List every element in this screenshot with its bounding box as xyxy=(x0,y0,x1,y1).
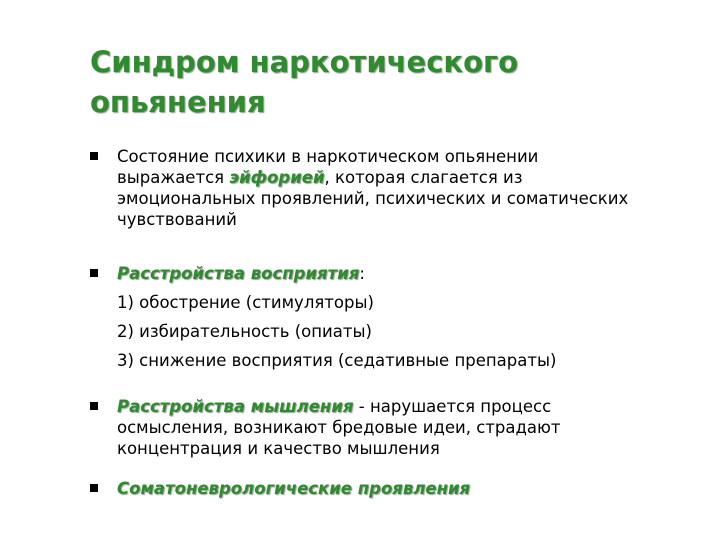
bullet-content-1 xyxy=(117,146,670,230)
title-line-1: Синдром наркотического xyxy=(90,45,519,79)
title-line-2: опьянения xyxy=(90,85,266,119)
bullet-2-heading xyxy=(117,259,670,288)
square-bullet-icon xyxy=(90,269,98,277)
bullet-3-line-2: концентрация и качество мышления xyxy=(117,439,440,458)
bullet-content-2 xyxy=(117,259,670,375)
bullet-1-line-4: чувствований xyxy=(117,210,237,229)
bullet-2-line-1: 1) обострение (стимуляторы) xyxy=(117,293,374,312)
square-bullet-icon xyxy=(90,402,98,410)
bullet-1-line-2-start: выражается xyxy=(117,168,230,187)
bullet-1-line-2 xyxy=(117,167,670,188)
bullet-2-line-3: 3) снижение восприятия (седативные препараты) xyxy=(117,351,557,370)
bullet-1-line-2-end: , которая слагается из xyxy=(324,168,523,187)
slide-title xyxy=(90,42,690,122)
bullet-2-colon: : xyxy=(359,264,365,283)
bullet-2-line-2: 2) избирательность (опиаты) xyxy=(117,322,372,341)
euphoria-highlight: эйфорией xyxy=(229,168,325,187)
bullet-1-line-1: Состояние психики в наркотическом опьянении xyxy=(117,147,539,166)
bullet-3-line-1: осмысления, возникают бредовые идеи, страдают xyxy=(117,418,561,437)
somatoneurological-highlight: Соматоневрологические проявления xyxy=(117,479,471,498)
bullet-3-heading-rest: - нарушается процесс xyxy=(353,397,552,416)
thinking-disorders-highlight: Расстройства мышления xyxy=(117,397,354,416)
bullet-3-heading xyxy=(117,396,670,417)
bullet-content-3 xyxy=(117,396,670,459)
perception-disorders-highlight: Расстройства восприятия xyxy=(117,264,360,283)
square-bullet-icon xyxy=(90,484,98,492)
square-bullet-icon xyxy=(90,152,98,160)
bullet-1-line-3: эмоциональных проявлений, психических и соматических xyxy=(117,189,629,208)
bullet-content-4 xyxy=(117,478,670,499)
